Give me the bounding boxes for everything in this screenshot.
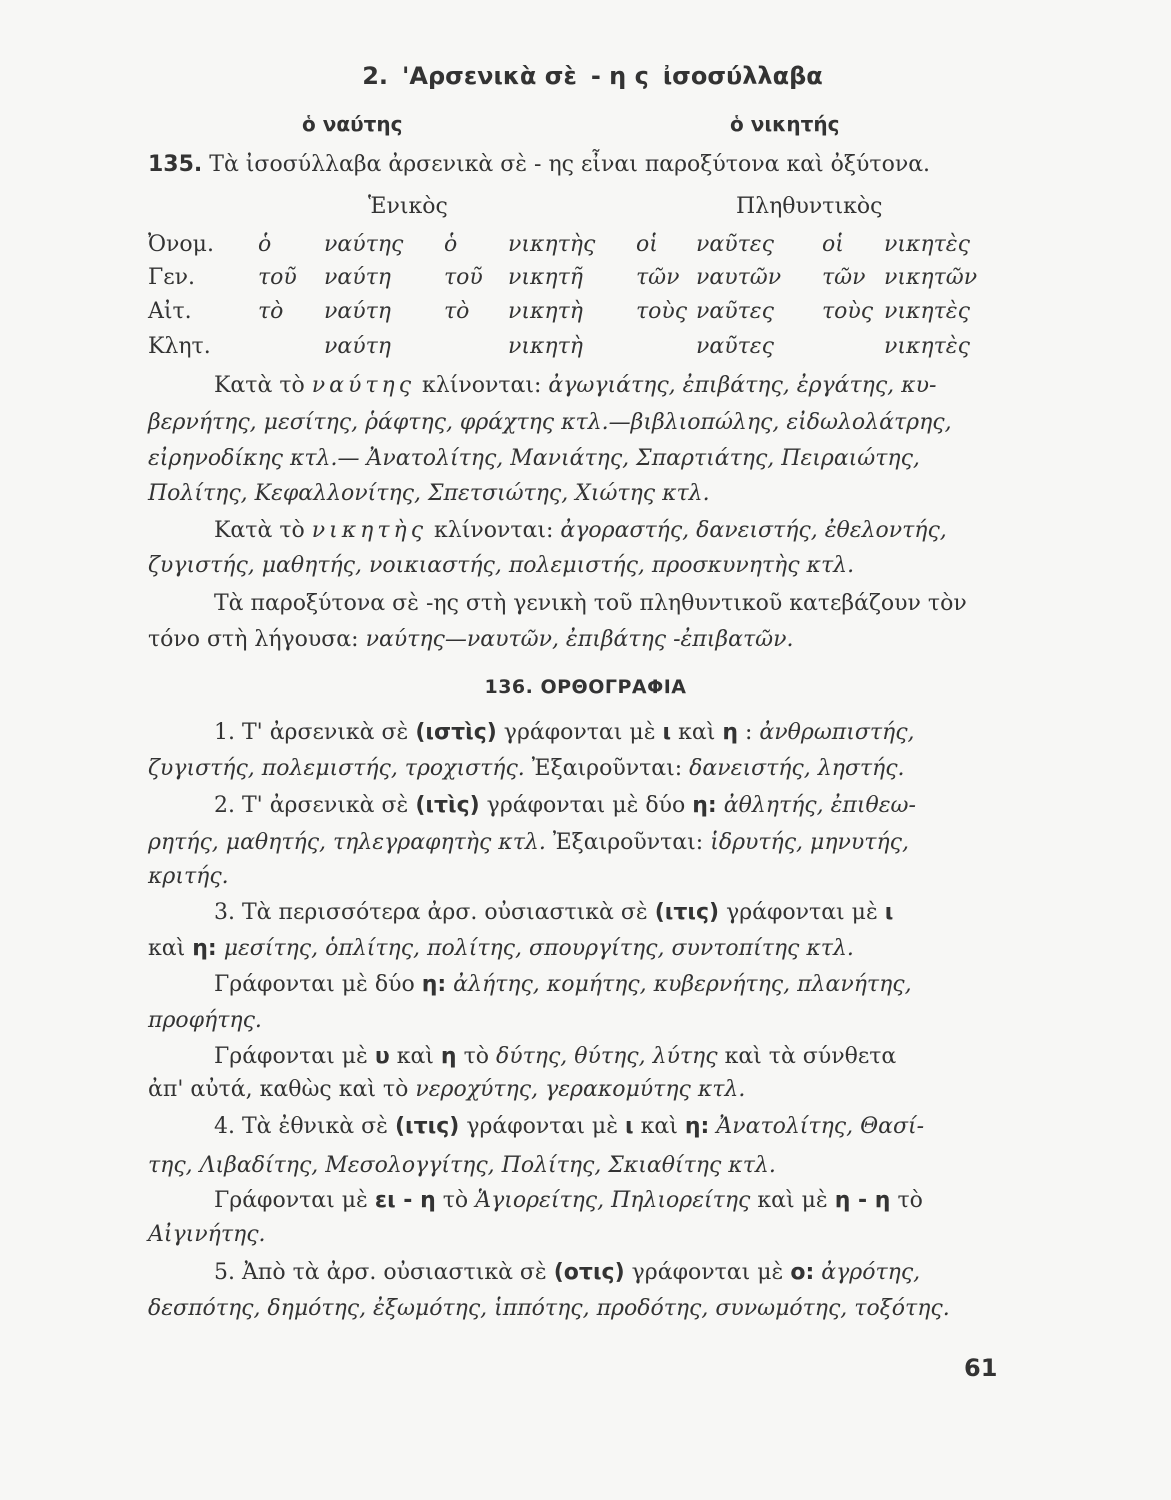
text-run: 5. Ἀπὸ τὰ ἀρσ. οὐσιαστικὰ σὲ bbox=[214, 1260, 547, 1285]
text-run: καὶ τὰ σύνθετα bbox=[724, 1044, 897, 1069]
text-run: γράφονται μὲ bbox=[631, 1260, 784, 1285]
letter-bold: η: bbox=[692, 793, 717, 818]
text-run: καὶ bbox=[640, 1114, 678, 1139]
word: ναῦτες bbox=[696, 299, 774, 324]
text-run: γράφονται μὲ bbox=[466, 1114, 619, 1139]
word: ναύτη bbox=[324, 265, 391, 290]
paragraph-number-135: 135. bbox=[148, 152, 203, 177]
word: νικητὲς bbox=[884, 299, 970, 324]
text-line: προφήτης. bbox=[148, 1008, 262, 1033]
header-singular: Ἑνικὸς bbox=[368, 194, 448, 219]
paragraph-135-text: Τὰ ἰσοσύλλαβα ἀρσενικὰ σὲ - ης εἶναι παροξύτονα καὶ ὀξύτονα. bbox=[209, 152, 931, 177]
header-plural: Πληθυντικὸς bbox=[736, 194, 883, 219]
text-line bbox=[214, 718, 915, 748]
letter-bold: ι bbox=[625, 1114, 634, 1139]
text-run: ἀγοραστής, δανειστής, ἐθελοντής, bbox=[560, 518, 947, 543]
word: νικητῆ bbox=[508, 265, 583, 290]
text-run: τὸ bbox=[442, 1188, 469, 1213]
text-run: τόνο στὴ λήγουσα: bbox=[148, 627, 359, 652]
text-run: καὶ μὲ bbox=[757, 1188, 828, 1213]
text-run: τὸ bbox=[463, 1044, 490, 1069]
suffix-bold: (οτις) bbox=[553, 1260, 625, 1285]
highlight-word: ναύτης bbox=[311, 373, 416, 398]
suffix-bold: (ιτις) bbox=[394, 1114, 460, 1139]
text-run: Ἁγιορείτης, Πηλιορείτης bbox=[475, 1188, 751, 1213]
text-line bbox=[214, 898, 893, 928]
highlight-word: νικητὴς bbox=[311, 518, 428, 543]
text-line: της, Λιβαδίτης, Μεσολογγίτης, Πολίτης, Σκιαθίτης κτλ. bbox=[148, 1153, 776, 1178]
section-title bbox=[0, 62, 1171, 90]
text-run: Γράφονται μὲ bbox=[214, 1044, 368, 1069]
case-label: Ὀνομ. bbox=[148, 232, 214, 257]
article: τοὺς bbox=[822, 299, 874, 324]
text-line: ζυγιστής, μαθητής, νοικιαστής, πολεμιστής, προσκυνητὴς κτλ. bbox=[148, 553, 855, 578]
letter-bold: ει - η bbox=[374, 1188, 436, 1213]
text-run: ναύτης—ναυτῶν, ἐπιβάτης -ἐπιβατῶν. bbox=[365, 627, 794, 652]
article: τῶν bbox=[822, 265, 866, 290]
letter-bold: ι bbox=[662, 720, 672, 745]
text-run: κλίνονται: bbox=[422, 373, 542, 398]
letter-bold: η - η bbox=[834, 1188, 891, 1213]
text-run: ρητής, μαθητής, τηλεγραφητὴς κτλ. bbox=[148, 830, 546, 855]
word: νικητὴ bbox=[508, 334, 583, 359]
letter-bold: η: bbox=[192, 936, 217, 961]
text-run: δύτης, θύτης, λύτης bbox=[496, 1044, 718, 1069]
text-run: καὶ bbox=[678, 720, 716, 745]
text-line bbox=[214, 371, 936, 401]
letter-bold: η: bbox=[421, 972, 447, 997]
suffix-bold: (ιτις) bbox=[654, 900, 720, 925]
article: οἱ bbox=[822, 232, 844, 257]
case-label: Κλητ. bbox=[148, 334, 211, 359]
text-run: ζυγιστής, πολεμιστής, τροχιστής. bbox=[148, 756, 525, 781]
text-run: τὸ bbox=[897, 1188, 923, 1213]
title-main: 'Αρσενικὰ σὲ bbox=[402, 62, 577, 90]
word: νικητὲς bbox=[884, 232, 970, 257]
article: τοῦ bbox=[444, 265, 483, 290]
text-run: ἱδρυτής, μηνυτής, bbox=[710, 830, 909, 855]
article: ὁ bbox=[258, 232, 272, 257]
text-run: 4. Τὰ ἐθνικὰ σὲ bbox=[214, 1114, 388, 1139]
letter-bold: η: bbox=[684, 1114, 710, 1139]
paragraph-135 bbox=[148, 150, 930, 180]
article: τὸ bbox=[258, 299, 284, 324]
text-run: 3. Τὰ περισσότερα ἀρσ. οὐσιαστικὰ σὲ bbox=[214, 900, 648, 925]
text-line: δεσπότης, δημότης, ἐξωμότης, ἱππότης, προδότης, συνωμότης, τοξότης. bbox=[148, 1296, 950, 1321]
text-line: κριτής. bbox=[148, 864, 229, 889]
text-run: γράφονται μὲ bbox=[503, 720, 656, 745]
example-nautis: ὁ ναύτης bbox=[302, 112, 403, 136]
article: ὁ bbox=[444, 232, 458, 257]
word: νικητὲς bbox=[884, 334, 970, 359]
text-line bbox=[214, 1112, 924, 1142]
title-ending: - η ς bbox=[590, 62, 649, 90]
letter-bold: η bbox=[440, 1044, 457, 1069]
text-run: ἀθλητής, ἐπιθεω- bbox=[723, 793, 916, 818]
text-run: ἀλήτης, κομήτης, κυβερνήτης, πλανήτης, bbox=[453, 972, 912, 997]
text-run: ἀνθρωπιστής, bbox=[759, 720, 915, 745]
text-run: Ἀνατολίτης, Θασί- bbox=[716, 1114, 925, 1139]
word: ναύτης bbox=[324, 232, 404, 257]
text-run: καὶ bbox=[148, 936, 186, 961]
text-line bbox=[214, 1186, 923, 1216]
text-run: μεσίτης, ὁπλίτης, πολίτης, σπουργίτης, συντοπίτης κτλ. bbox=[223, 936, 854, 961]
text-line bbox=[148, 625, 793, 655]
text-run: νεροχύτης, γερακομύτης κτλ. bbox=[415, 1077, 746, 1102]
case-label: Γεν. bbox=[148, 265, 196, 290]
article: τὸ bbox=[444, 299, 470, 324]
title-type: ἰσοσύλλαβα bbox=[662, 62, 823, 90]
word: ναῦτες bbox=[696, 334, 774, 359]
letter-bold: ο: bbox=[790, 1260, 815, 1285]
text-run: ἀγρότης, bbox=[821, 1260, 921, 1285]
suffix-bold: (ιτὶς) bbox=[415, 793, 480, 818]
heading-136: 136. ΟΡΘΟΓΡΑΦΙΑ bbox=[484, 676, 687, 698]
text-run: ἀπ' αὐτά, καθὼς καὶ τὸ bbox=[148, 1077, 409, 1102]
word: νικητὴς bbox=[508, 232, 596, 257]
article: οἱ bbox=[636, 232, 658, 257]
text-line: Πολίτης, Κεφαλλονίτης, Σπετσιώτης, Χιώτης κτλ. bbox=[148, 481, 710, 506]
text-run: 2. Τ' ἀρσενικὰ σὲ bbox=[214, 793, 409, 818]
text-line: Τὰ παροξύτονα σὲ -ης στὴ γενικὴ τοῦ πληθυντικοῦ κατεβάζουν τὸν bbox=[214, 591, 967, 616]
word: νικητὴ bbox=[508, 299, 583, 324]
text-run: 1. Τ' ἀρσενικὰ σὲ bbox=[214, 720, 409, 745]
text-run: γράφονται μὲ bbox=[726, 900, 878, 925]
text-run: Γράφονται μὲ bbox=[214, 1188, 368, 1213]
word: ναύτη bbox=[324, 299, 391, 324]
letter-bold: η bbox=[722, 720, 738, 745]
text-line bbox=[214, 516, 947, 546]
word: ναύτη bbox=[324, 334, 391, 359]
word: νικητῶν bbox=[884, 265, 978, 290]
text-run: κλίνονται: bbox=[434, 518, 554, 543]
article: τοὺς bbox=[636, 299, 688, 324]
text-line bbox=[214, 1258, 920, 1288]
text-run: Ἐξαιροῦνται: bbox=[531, 756, 683, 781]
example-nikitis: ὁ νικητής bbox=[730, 112, 840, 136]
text-line bbox=[148, 828, 909, 858]
page-number: 61 bbox=[964, 1354, 998, 1382]
text-run: γράφονται μὲ δύο bbox=[486, 793, 686, 818]
word: ναῦτες bbox=[696, 232, 774, 257]
text-line: εἰρηνοδίκης κτλ.— Ἀνατολίτης, Μανιάτης, Σπαρτιάτης, Πειραιώτης, bbox=[148, 446, 920, 471]
text-run: ἀγωγιάτης, ἐπιβάτης, ἐργάτης, κυ- bbox=[548, 373, 937, 398]
text-line bbox=[148, 1075, 745, 1105]
text-run: Γράφονται μὲ δύο bbox=[214, 972, 415, 997]
text-line: βερνήτης, μεσίτης, ῥάφτης, φράχτης κτλ.—βιβλιοπώλης, εἰδωλολάτρης, bbox=[148, 410, 952, 435]
text-line bbox=[148, 754, 905, 784]
article: τῶν bbox=[636, 265, 680, 290]
text-run: Κατὰ τὸ bbox=[214, 518, 305, 543]
text-line bbox=[148, 934, 854, 964]
text-run: Κατὰ τὸ bbox=[214, 373, 305, 398]
text-run: Ἐξαιροῦνται: bbox=[552, 830, 704, 855]
case-label: Αἰτ. bbox=[148, 299, 192, 324]
letter-bold: υ bbox=[374, 1044, 390, 1069]
article: τοῦ bbox=[258, 265, 297, 290]
title-number: 2. bbox=[362, 62, 389, 90]
text-line bbox=[214, 1042, 896, 1072]
text-line bbox=[214, 970, 912, 1000]
text-run: καὶ bbox=[396, 1044, 434, 1069]
text-line: Αἰγινήτης. bbox=[148, 1222, 266, 1247]
text-run: δανειστής, ληστής. bbox=[689, 756, 905, 781]
letter-bold: ι bbox=[884, 900, 894, 925]
text-run: : bbox=[745, 720, 753, 745]
suffix-bold: (ιστὶς) bbox=[415, 720, 497, 745]
word: ναυτῶν bbox=[696, 265, 782, 290]
text-line bbox=[214, 791, 916, 821]
